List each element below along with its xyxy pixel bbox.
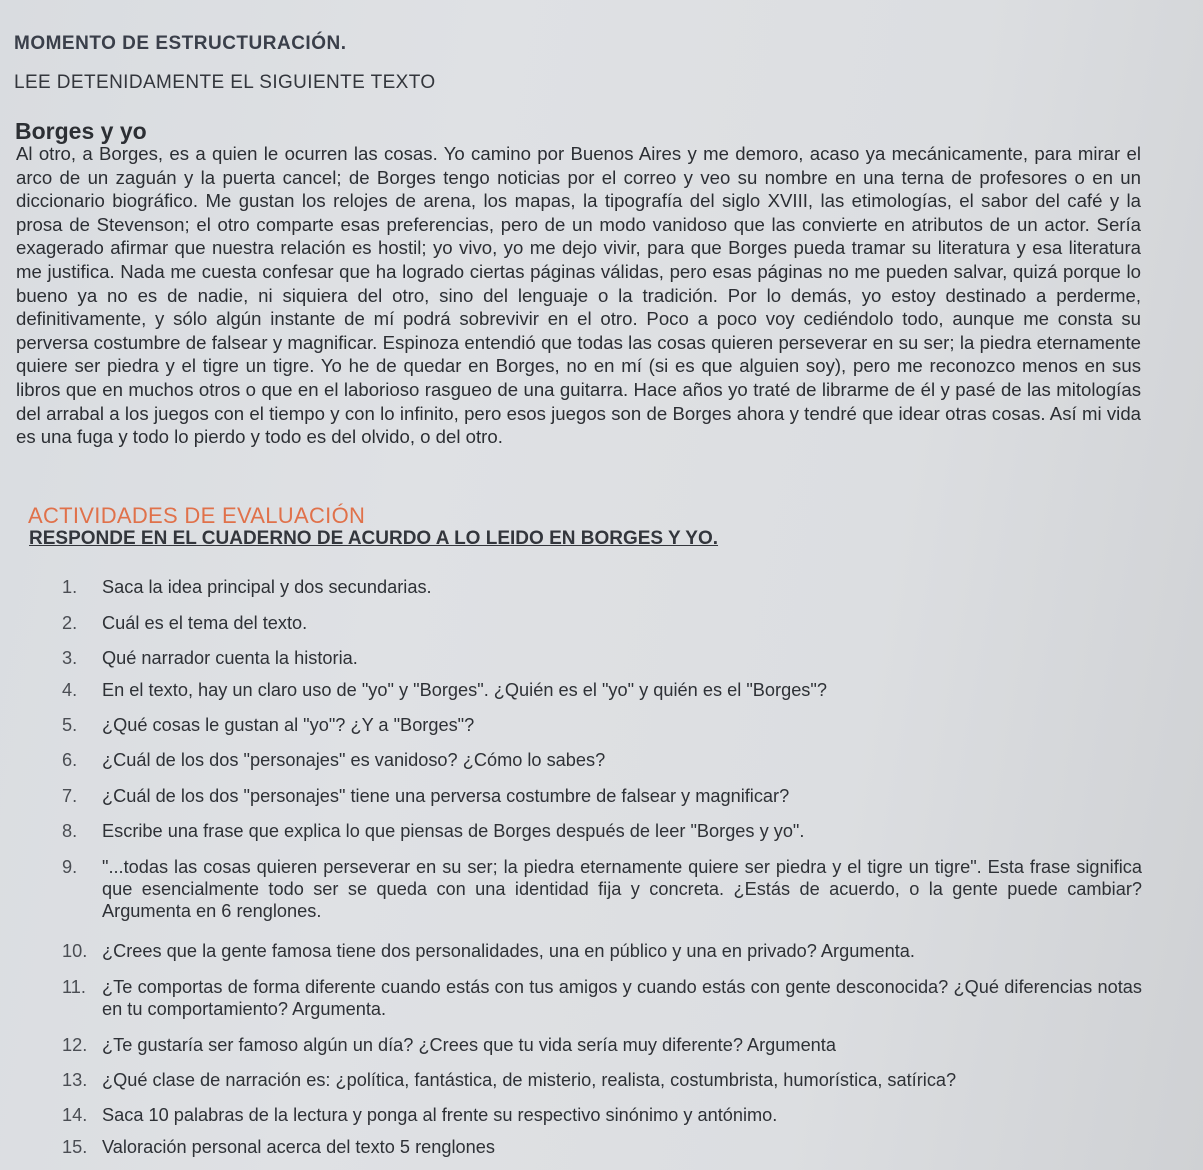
question-text: ¿Cuál de los dos "personajes" es vanidoso? ¿Cómo lo sabes? (102, 750, 606, 770)
question-number: 9. (62, 857, 78, 877)
question-number: 13. (62, 1070, 88, 1090)
question-item (62, 820, 1142, 842)
reading-title: Borges y yo (15, 118, 147, 144)
question-item (62, 612, 1142, 634)
question-number: 3. (62, 648, 78, 668)
question-number: 11. (62, 977, 86, 997)
question-text: ¿Qué cosas le gustan al "yo"? ¿Y a "Borges"? (102, 715, 475, 735)
question-number: 14. (62, 1105, 88, 1125)
reading-body: Al otro, a Borges, es a quien le ocurren las cosas. Yo camino por Buenos Aires y me demoro, acaso ya mecánicamente, para mirar el arco de un zaguán y la puerta cancel; de Borges tengo noticias por el correo y veo su nombre en una terna de profesores o en un diccionario biográfico. Me gustan los relojes de arena, los mapas, la tipografía del siglo XVIII, las etimologías, el sabor del café y la prosa de Stevenson; el otro comparte esas preferencias, pero de un modo vanidoso que las convierte en atributos de un actor. Sería exagerado afirmar que nuestra relación es hostil; yo vivo, yo me dejo vivir, para que Borges pueda tramar su literatura y esa literatura me justifica. Nada me cuesta confesar que ha logrado ciertas páginas válidas, pero esas páginas no me pueden salvar, quizá porque lo bueno ya no es de nadie, ni siquiera del otro, sino del lenguaje o la tradición. Por lo demás, yo estoy destinado a perderme, definitivamente, y sólo algún instante de mí podrá sobrevivir en el otro. Poco a poco voy cediéndolo todo, aunque me consta su perversa costumbre de falsear y magnificar. Espinoza entendió que todas las cosas quieren perseverar en su ser; la piedra eternamente quiere ser piedra y el tigre un tigre. Yo he de quedar en Borges, no en mí (si es que alguien soy), pero me reconozco menos en sus libros que en muchos otros o que en el laborioso rasgueo de una guitarra. Hace años yo traté de librarme de él y pasé de las mitologías del arrabal a los juegos con el tiempo y con lo infinito, pero esos juegos son de Borges ahora y tendré que idear otras cosas. Así mi vida es una fuga y todo lo pierdo y todo es del olvido, o del otro. (16, 143, 1141, 448)
question-text: En el texto, hay un claro uso de "yo" y "Borges". ¿Quién es el "yo" y quién es el "Borges"? (102, 680, 827, 700)
question-number: 4. (62, 680, 78, 700)
activities-title: ACTIVIDADES DE EVALUACIÓN (28, 503, 366, 528)
question-item (62, 679, 1142, 701)
question-number: 12. (62, 1035, 88, 1055)
question-number: 1. (62, 577, 78, 597)
question-item (62, 647, 1142, 669)
question-number: 8. (62, 821, 78, 841)
respond-heading: RESPONDE EN EL CUADERNO DE ACURDO A LO LEIDO EN BORGES Y YO. (29, 528, 719, 549)
question-text: Saca la idea principal y dos secundarias. (102, 577, 432, 597)
question-item (62, 1069, 1142, 1091)
question-text: ¿Crees que la gente famosa tiene dos personalidades, una en público y una en privado? Argumenta. (102, 941, 915, 961)
question-item (62, 1104, 1142, 1126)
question-text: Escribe una frase que explica lo que piensas de Borges después de leer "Borges y yo". (102, 821, 805, 841)
question-text: Valoración personal acerca del texto 5 renglones (102, 1137, 495, 1157)
question-text: Cuál es el tema del texto. (102, 613, 308, 633)
question-item (62, 940, 1142, 962)
question-number: 5. (62, 715, 78, 735)
question-text: ¿Qué clase de narración es: ¿política, fantástica, de misterio, realista, costumbrista, humorística, satírica? (102, 1070, 957, 1090)
question-text: "...todas las cosas quieren perseverar en su ser; la piedra eternamente quiere ser piedra y el tigre un tigre". Esta frase significa que esencialmente todo ser se queda con una identidad fija y concreta. ¿Estás de acuerdo, o la gente puede cambiar? Argumenta en 6 renglones. (102, 857, 1142, 921)
reading-instruction: LEE DETENIDAMENTE EL SIGUIENTE TEXTO (14, 72, 436, 93)
question-text: ¿Cuál de los dos "personajes" tiene una perversa costumbre de falsear y magnificar? (102, 786, 790, 806)
question-text: ¿Te comportas de forma diferente cuando estás con tus amigos y cuando estás con gente desconocida? ¿Qué diferencias notas en tu comportamiento? Argumenta. (102, 977, 1142, 1019)
question-item (62, 576, 1142, 598)
question-item (62, 714, 1142, 736)
question-number: 15. (62, 1137, 88, 1157)
question-text: ¿Te gustaría ser famoso algún un día? ¿Crees que tu vida sería muy diferente? Argumenta (102, 1035, 836, 1055)
question-item (62, 1136, 1142, 1158)
question-text: Qué narrador cuenta la historia. (102, 648, 358, 668)
question-item (62, 785, 1142, 807)
question-item (62, 749, 1142, 771)
question-item (62, 1034, 1142, 1056)
question-text: Saca 10 palabras de la lectura y ponga al frente su respectivo sinónimo y antónimo. (102, 1105, 778, 1125)
question-number: 7. (62, 786, 78, 806)
question-number: 2. (62, 613, 78, 633)
question-item (62, 976, 1142, 1020)
question-number: 6. (62, 750, 78, 770)
question-number: 10. (62, 941, 88, 961)
section-label: MOMENTO DE ESTRUCTURACIÓN. (14, 33, 347, 54)
question-item (62, 856, 1142, 922)
